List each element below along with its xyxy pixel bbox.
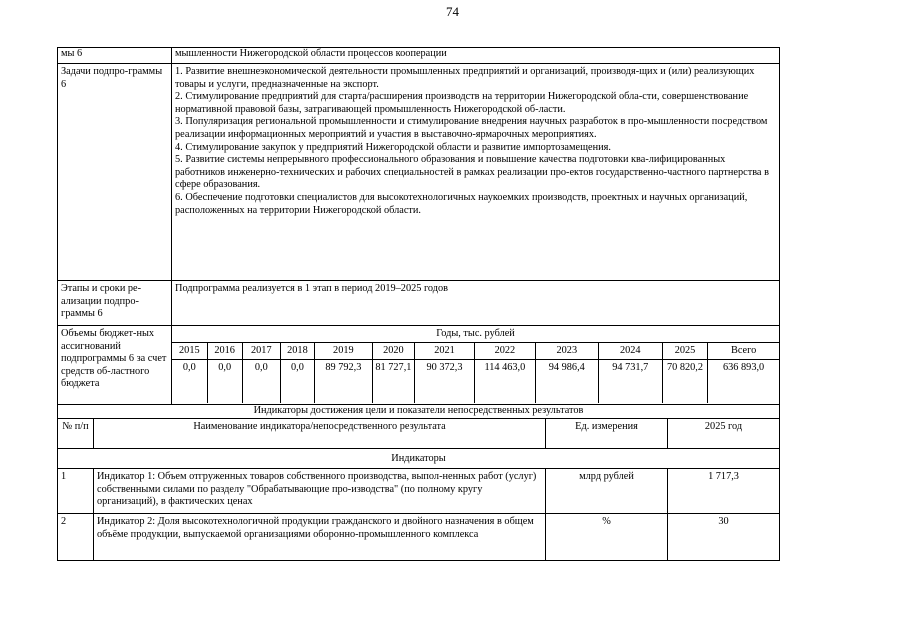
budget-value: 90 372,3 (415, 359, 475, 403)
budget-year: 2016 (207, 342, 242, 359)
budget-year: Всего (708, 342, 779, 359)
indicator-num: 1 (58, 469, 94, 514)
indicators-header-row (58, 419, 780, 449)
indicators-section-row (58, 405, 780, 419)
budget-year: 2020 (372, 342, 414, 359)
task-item: 2. Стимулирование предприятий для старта/расширения производств на территории Нижегородской обла-сти, совершенствование нормативной правовой базы, затрагивающей промышленность Нижегородской об-ласти. (175, 91, 749, 115)
budget-year: 2025 (662, 342, 707, 359)
budget-value: 0,0 (172, 359, 207, 403)
indicator-num: 2 (58, 514, 94, 561)
table-row (58, 469, 780, 514)
col-num-header: № п/п (58, 419, 94, 449)
goal-row (58, 48, 780, 64)
budget-value: 0,0 (242, 359, 280, 403)
budget-value: 0,0 (280, 359, 314, 403)
budget-value: 70 820,2 (662, 359, 707, 403)
budget-header: Годы, тыс. рублей (172, 326, 779, 342)
budget-value: 114 463,0 (474, 359, 535, 403)
tasks-label: Задачи подпро-граммы 6 (58, 64, 172, 281)
budget-cell (172, 326, 780, 405)
stages-row (58, 281, 780, 326)
indicator-unit: % (546, 514, 668, 561)
goal-text: мышленности Нижегородской области процессов кооперации (172, 48, 780, 64)
indicator-value: 1 717,3 (668, 469, 780, 514)
budget-year: 2024 (598, 342, 662, 359)
budget-year: 2023 (535, 342, 598, 359)
budget-value: 94 731,7 (598, 359, 662, 403)
budget-year: 2017 (242, 342, 280, 359)
budget-year: 2015 (172, 342, 207, 359)
col-name-header: Наименование индикатора/непосредственного результата (94, 419, 546, 449)
indicator-value: 30 (668, 514, 780, 561)
budget-year: 2018 (280, 342, 314, 359)
budget-table (172, 326, 779, 403)
budget-year: 2021 (415, 342, 475, 359)
goal-label: мы 6 (58, 48, 172, 64)
budget-value: 81 727,1 (372, 359, 414, 403)
budget-row (58, 326, 780, 405)
indicators-subheader: Индикаторы (58, 449, 780, 469)
budget-value: 636 893,0 (723, 361, 765, 373)
tasks-row (58, 64, 780, 281)
stages-text: Подпрограмма реализуется в 1 этап в период 2019–2025 годов (172, 281, 780, 326)
indicator-unit: млрд рублей (546, 469, 668, 514)
subprogram-passport-table (57, 47, 780, 561)
budget-value: 94 986,4 (535, 359, 598, 403)
budget-value: 0,0 (207, 359, 242, 403)
indicator-name: Индикатор 1: Объем отгруженных товаров собственного производства, выпол-ненных работ (услуг) собственными силами по разделу "Обрабатывающие про-изводства" (по полному кругу организаций), в фактических ценах (94, 469, 546, 514)
budget-label: Объемы бюджет-ных ассигнований подпрограммы 6 за счет средств об-ластного бюджета (58, 326, 172, 405)
col-year-header: 2025 год (668, 419, 780, 449)
budget-value: 89 792,3 (314, 359, 372, 403)
col-unit-header: Ед. измерения (546, 419, 668, 449)
table-row (58, 514, 780, 561)
indicator-name: Индикатор 2: Доля высокотехнологичной продукции гражданского и двойного назначения в общем объёме продукции, выпускаемой организациями оборонно-промышленного комплекса (94, 514, 546, 561)
page-number: 74 (446, 4, 459, 19)
indicators-subheader-row (58, 449, 780, 469)
task-item: 4. Стимулирование закупок у предприятий Нижегородской области и развитие импортозамещения. (175, 141, 611, 153)
task-item: 6. Обеспечение подготовки специалистов для высокотехнологичных наукоемких производств, проектных и научных организаций, расположенных на территории Нижегородской области. (175, 191, 748, 216)
stages-label: Этапы и сроки ре-ализации подпро-граммы 6 (58, 281, 172, 326)
indicators-section-title: Индикаторы достижения цели и показатели непосредственных результатов (58, 405, 780, 419)
budget-year: 2019 (314, 342, 372, 359)
task-item: 3. Популяризация региональной промышленности и стимулирование внедрения научных разработок в про-мышленности посредством реализации информационных мероприятий и участия в выставочно-ярмарочных мероприятиях. (175, 116, 768, 140)
task-item: 5. Развитие системы непрерывного профессионального образования и повышение качества подготовки ква-лифицированных работников инженерно-технических и рабочих специальностей в рамках реализации про-ектов государственно-частного партнерства в сфере образования. (175, 154, 769, 191)
task-item: 1. Развитие внешнеэкономической деятельности промышленных предприятий и организаций, производя-щих и (или) реализующих товары и услуги, предназначенные на экспорт. (175, 66, 755, 90)
budget-year: 2022 (474, 342, 535, 359)
tasks-cell (172, 64, 780, 281)
